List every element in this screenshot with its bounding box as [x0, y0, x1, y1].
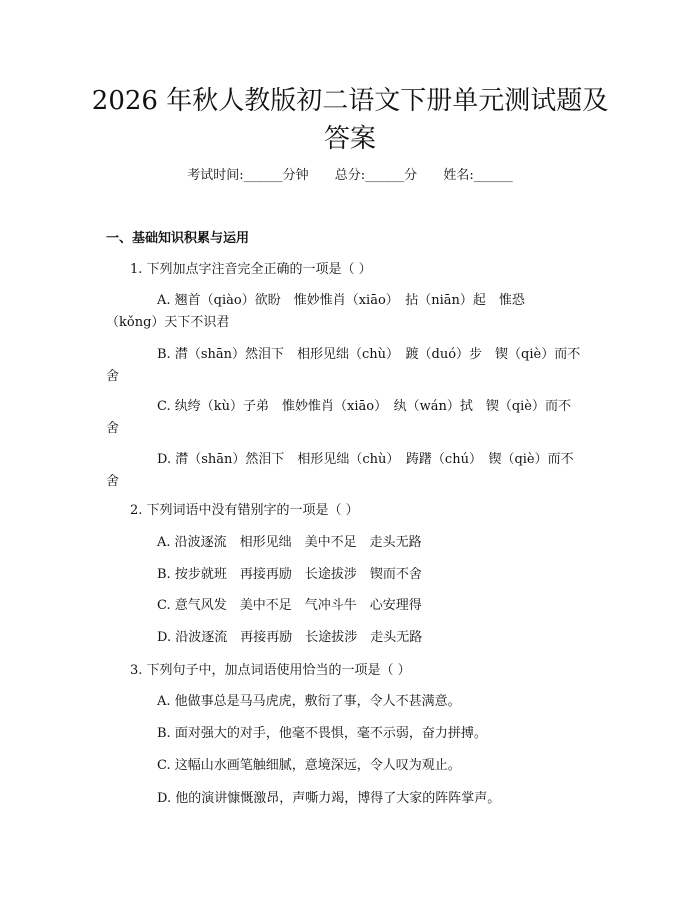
title-line-1: 2026 年秋人教版初二语文下册单元测试题及 — [91, 86, 609, 116]
option-line-1: C. 纨绔（kù）子弟 惟妙惟肖（xiāo） 纨（wán）拭 锲（qiè）而不 — [157, 399, 571, 414]
option-line-2: （kǒng）天下不识君 — [106, 315, 230, 330]
question-1-option-b — [106, 344, 606, 388]
question-2-option-c: C. 意气风发 美中不足 气冲斗牛 心安理得 — [157, 598, 422, 613]
question-1-stem: 1. 下列加点字注音完全正确的一项是（ ） — [130, 262, 372, 277]
question-2-option-d: D. 沿波逐流 再接再励 长途拔涉 走头无路 — [157, 630, 423, 645]
exam-info-row — [0, 166, 700, 186]
option-line-2: 舍 — [106, 474, 120, 489]
question-2-option-a: A. 沿波逐流 相形见绌 美中不足 走头无路 — [157, 535, 422, 550]
option-line-2: 舍 — [106, 421, 120, 436]
question-2-stem: 2. 下列词语中没有错别字的一项是（ ） — [130, 503, 359, 518]
document-title — [60, 82, 640, 158]
question-3-option-b: B. 面对强大的对手，他毫不畏惧，毫不示弱，奋力拼搏。 — [157, 726, 487, 741]
exam-time-label: 考试时间:______分钟 — [187, 168, 309, 183]
question-2-option-b: B. 按步就班 再接再励 长途拔涉 锲而不舍 — [157, 567, 422, 582]
student-name-label: 姓名:______ — [443, 168, 513, 183]
question-1-option-d — [106, 449, 606, 493]
option-line-1: B. 潸（shān）然泪下 相形见绌（chù） 踱（duó）步 锲（qiè）而不 — [157, 347, 581, 362]
question-1-option-c — [106, 396, 606, 440]
section-heading: 一、基础知识积累与运用 — [106, 231, 250, 246]
question-3-option-a: A. 他做事总是马马虎虎，敷衍了事，令人不甚满意。 — [157, 694, 461, 709]
total-score-label: 总分:______分 — [334, 168, 418, 183]
question-3-stem: 3. 下列句子中，加点词语使用恰当的一项是（ ） — [130, 663, 411, 678]
question-3-option-d: D. 他的演讲慷慨激昂，声嘶力竭，博得了大家的阵阵掌声。 — [157, 791, 501, 806]
title-line-2: 答案 — [323, 124, 376, 154]
option-line-1: D. 潸（shān）然泪下 相形见绌（chù） 踌躇（chú） 锲（qiè）而不 — [157, 452, 574, 467]
option-line-1: A. 翘首（qiào）欲盼 惟妙惟肖（xiāo） 拈（niān）起 惟恐 — [157, 293, 525, 308]
question-1-option-a — [106, 290, 606, 334]
question-3-option-c: C. 这幅山水画笔触细腻，意境深远，令人叹为观止。 — [157, 758, 461, 773]
option-line-2: 舍 — [106, 369, 120, 384]
